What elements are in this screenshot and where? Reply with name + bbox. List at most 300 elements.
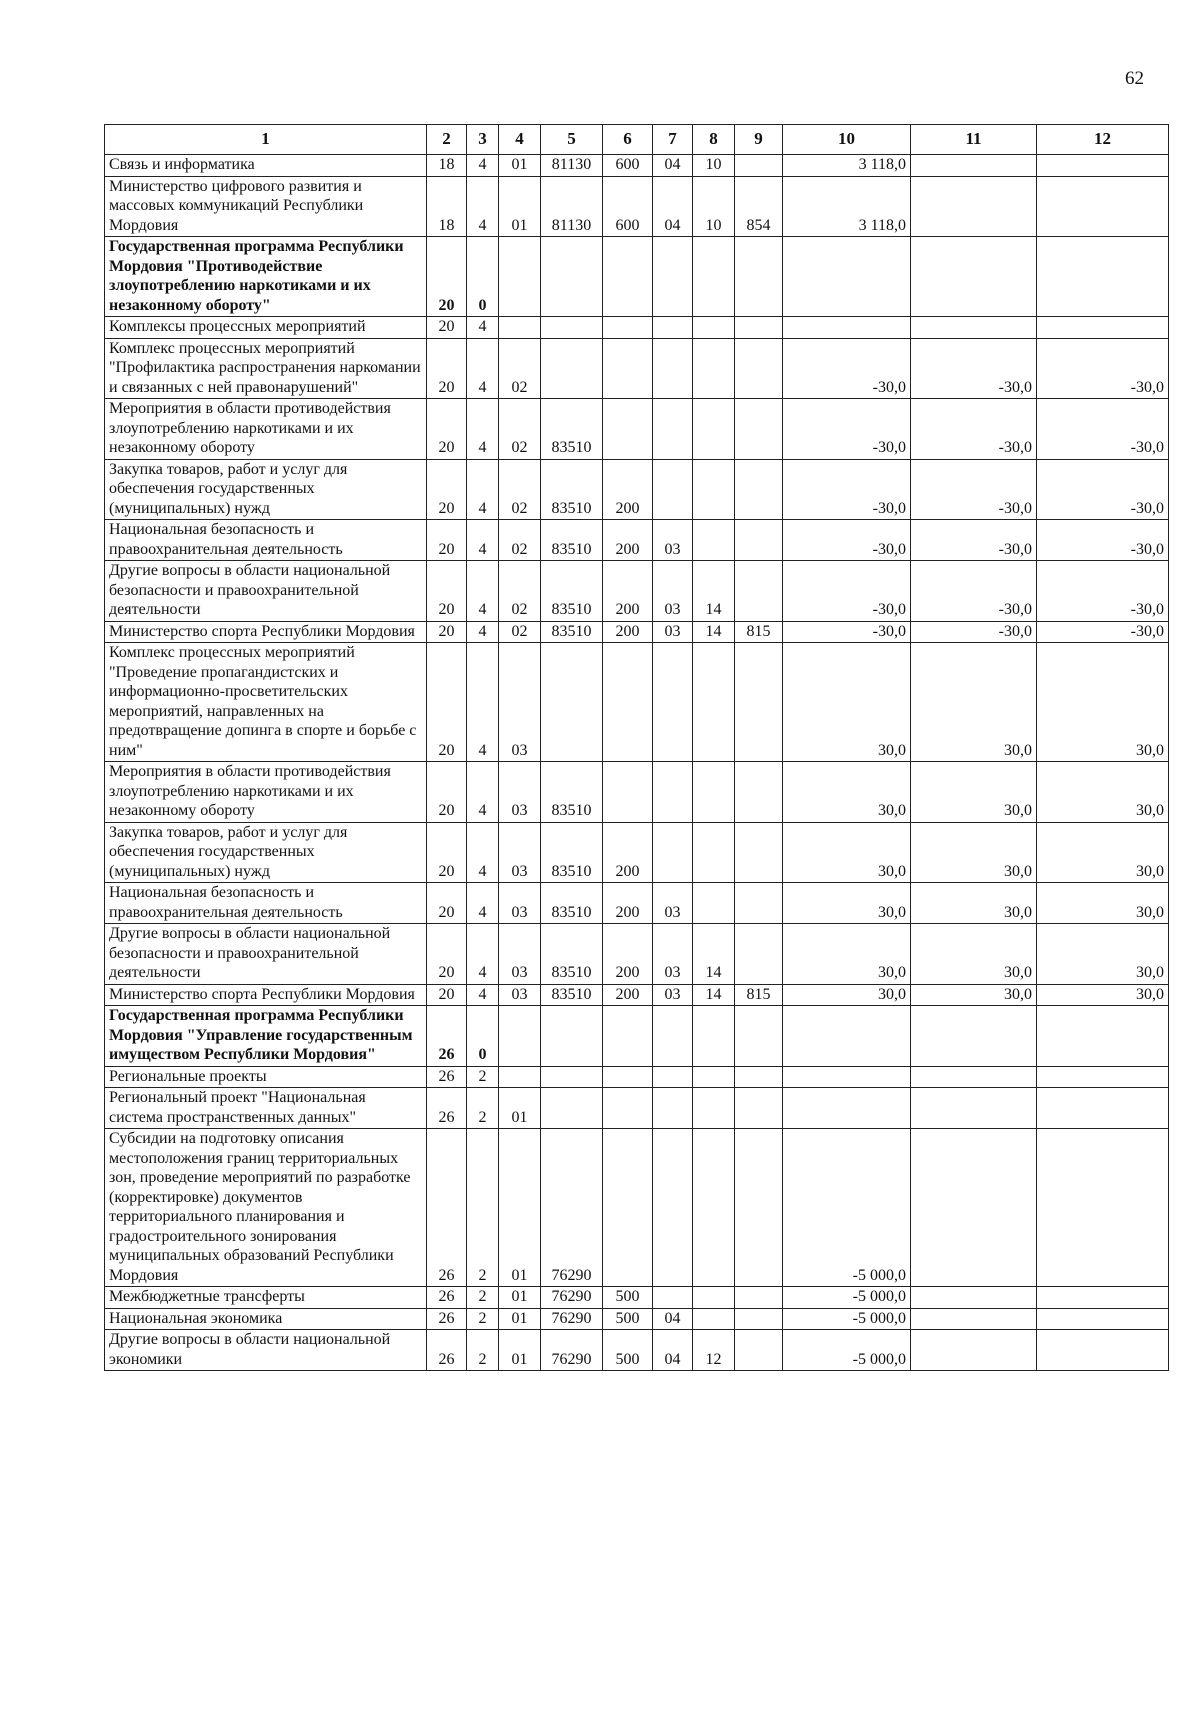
code-cell: 26 xyxy=(427,1066,467,1088)
amount-cell: -30,0 xyxy=(1037,520,1169,561)
code-cell xyxy=(693,883,735,924)
table-row xyxy=(105,1088,1169,1129)
code-cell: 815 xyxy=(735,621,783,643)
code-cell: 4 xyxy=(467,924,499,985)
amount-cell: -30,0 xyxy=(1037,338,1169,399)
row-label: Национальная безопасность и правоохранительная деятельность xyxy=(105,520,427,561)
code-cell: 815 xyxy=(735,984,783,1006)
code-cell xyxy=(541,317,603,339)
amount-cell: -5 000,0 xyxy=(783,1287,911,1309)
code-cell: 03 xyxy=(499,762,541,823)
code-cell xyxy=(603,1066,653,1088)
code-cell xyxy=(499,1066,541,1088)
column-header: 6 xyxy=(603,125,653,155)
code-cell xyxy=(735,237,783,317)
code-cell: 20 xyxy=(427,338,467,399)
code-cell: 83510 xyxy=(541,399,603,460)
code-cell: 200 xyxy=(603,459,653,520)
code-cell xyxy=(603,1088,653,1129)
code-cell: 26 xyxy=(427,1088,467,1129)
code-cell xyxy=(693,459,735,520)
code-cell: 12 xyxy=(693,1330,735,1371)
amount-cell xyxy=(783,1066,911,1088)
column-header: 8 xyxy=(693,125,735,155)
code-cell: 14 xyxy=(693,621,735,643)
code-cell: 18 xyxy=(427,176,467,237)
code-cell xyxy=(693,1287,735,1309)
table-row xyxy=(105,883,1169,924)
table-row xyxy=(105,520,1169,561)
code-cell xyxy=(735,1066,783,1088)
code-cell xyxy=(693,1088,735,1129)
code-cell: 4 xyxy=(467,762,499,823)
code-cell: 01 xyxy=(499,176,541,237)
amount-cell: -30,0 xyxy=(1037,459,1169,520)
code-cell xyxy=(653,1006,693,1067)
code-cell xyxy=(735,561,783,622)
code-cell: 18 xyxy=(427,155,467,177)
table-row xyxy=(105,317,1169,339)
code-cell xyxy=(735,1330,783,1371)
code-cell xyxy=(693,399,735,460)
code-cell: 14 xyxy=(693,561,735,622)
row-label: Связь и информатика xyxy=(105,155,427,177)
amount-cell xyxy=(783,1006,911,1067)
code-cell xyxy=(735,822,783,883)
table-row xyxy=(105,1330,1169,1371)
code-cell: 14 xyxy=(693,924,735,985)
code-cell xyxy=(735,155,783,177)
row-label: Другие вопросы в области национальной безопасности и правоохранительной деятельности xyxy=(105,561,427,622)
code-cell: 01 xyxy=(499,1330,541,1371)
code-cell: 02 xyxy=(499,561,541,622)
code-cell: 02 xyxy=(499,621,541,643)
column-header: 4 xyxy=(499,125,541,155)
code-cell: 20 xyxy=(427,561,467,622)
table-row xyxy=(105,984,1169,1006)
code-cell xyxy=(735,643,783,762)
code-cell: 2 xyxy=(467,1330,499,1371)
code-cell: 01 xyxy=(499,1308,541,1330)
row-label: Национальная безопасность и правоохранительная деятельность xyxy=(105,883,427,924)
code-cell xyxy=(603,338,653,399)
budget-table xyxy=(104,124,1169,1371)
code-cell xyxy=(653,1287,693,1309)
amount-cell: 30,0 xyxy=(783,924,911,985)
code-cell: 4 xyxy=(467,155,499,177)
amount-cell: -30,0 xyxy=(911,338,1037,399)
code-cell xyxy=(735,520,783,561)
code-cell: 03 xyxy=(653,621,693,643)
code-cell: 500 xyxy=(603,1287,653,1309)
code-cell: 600 xyxy=(603,155,653,177)
amount-cell: -30,0 xyxy=(1037,621,1169,643)
code-cell: 04 xyxy=(653,155,693,177)
code-cell xyxy=(499,237,541,317)
table-row xyxy=(105,643,1169,762)
amount-cell: 30,0 xyxy=(911,762,1037,823)
amount-cell: -30,0 xyxy=(783,338,911,399)
table-row xyxy=(105,399,1169,460)
amount-cell xyxy=(783,237,911,317)
code-cell: 03 xyxy=(653,520,693,561)
table-row xyxy=(105,338,1169,399)
row-label: Министерство спорта Республики Мордовия xyxy=(105,621,427,643)
code-cell xyxy=(693,1308,735,1330)
code-cell xyxy=(653,1066,693,1088)
amount-cell: 3 118,0 xyxy=(783,176,911,237)
code-cell: 10 xyxy=(693,176,735,237)
code-cell: 4 xyxy=(467,883,499,924)
amount-cell: -30,0 xyxy=(911,561,1037,622)
amount-cell: 30,0 xyxy=(1037,643,1169,762)
amount-cell xyxy=(1037,176,1169,237)
code-cell: 81130 xyxy=(541,155,603,177)
code-cell: 20 xyxy=(427,317,467,339)
column-header: 7 xyxy=(653,125,693,155)
code-cell: 0 xyxy=(467,237,499,317)
table-row xyxy=(105,822,1169,883)
code-cell xyxy=(603,1006,653,1067)
code-cell: 03 xyxy=(499,883,541,924)
amount-cell: 30,0 xyxy=(1037,984,1169,1006)
code-cell: 20 xyxy=(427,762,467,823)
column-header: 12 xyxy=(1037,125,1169,155)
code-cell xyxy=(541,1088,603,1129)
row-label: Национальная экономика xyxy=(105,1308,427,1330)
row-label: Региональный проект "Национальная система пространственных данных" xyxy=(105,1088,427,1129)
code-cell xyxy=(653,762,693,823)
code-cell xyxy=(499,317,541,339)
row-label: Комплексы процессных мероприятий xyxy=(105,317,427,339)
amount-cell xyxy=(1037,1308,1169,1330)
code-cell: 2 xyxy=(467,1066,499,1088)
column-header: 1 xyxy=(105,125,427,155)
amount-cell xyxy=(1037,155,1169,177)
code-cell: 01 xyxy=(499,1129,541,1287)
code-cell xyxy=(653,643,693,762)
code-cell: 81130 xyxy=(541,176,603,237)
page-number: 62 xyxy=(1125,68,1144,89)
amount-cell: -30,0 xyxy=(783,459,911,520)
amount-cell: 30,0 xyxy=(1037,762,1169,823)
code-cell: 03 xyxy=(499,984,541,1006)
code-cell: 10 xyxy=(693,155,735,177)
code-cell: 20 xyxy=(427,459,467,520)
row-label: Межбюджетные трансферты xyxy=(105,1287,427,1309)
column-header: 3 xyxy=(467,125,499,155)
amount-cell xyxy=(1037,1006,1169,1067)
amount-cell xyxy=(911,1006,1037,1067)
code-cell: 200 xyxy=(603,561,653,622)
row-label: Государственная программа Республики Мордовия "Противодействие злоупотреблению наркотиками и их незаконному обороту" xyxy=(105,237,427,317)
row-label: Региональные проекты xyxy=(105,1066,427,1088)
amount-cell: 3 118,0 xyxy=(783,155,911,177)
code-cell xyxy=(735,1287,783,1309)
code-cell: 20 xyxy=(427,520,467,561)
table-row xyxy=(105,1308,1169,1330)
code-cell: 26 xyxy=(427,1129,467,1287)
code-cell xyxy=(693,1066,735,1088)
amount-cell xyxy=(911,237,1037,317)
amount-cell: -30,0 xyxy=(783,399,911,460)
amount-cell xyxy=(911,1066,1037,1088)
amount-cell: 30,0 xyxy=(911,984,1037,1006)
table-row xyxy=(105,1006,1169,1067)
code-cell xyxy=(653,237,693,317)
code-cell: 03 xyxy=(499,822,541,883)
code-cell: 02 xyxy=(499,338,541,399)
code-cell: 83510 xyxy=(541,822,603,883)
code-cell: 04 xyxy=(653,1308,693,1330)
amount-cell: -5 000,0 xyxy=(783,1330,911,1371)
code-cell xyxy=(541,643,603,762)
code-cell: 26 xyxy=(427,1308,467,1330)
amount-cell: -30,0 xyxy=(783,561,911,622)
code-cell xyxy=(735,338,783,399)
code-cell: 26 xyxy=(427,1006,467,1067)
code-cell: 200 xyxy=(603,520,653,561)
code-cell: 20 xyxy=(427,984,467,1006)
amount-cell xyxy=(911,1308,1037,1330)
table-row xyxy=(105,924,1169,985)
row-label: Мероприятия в области противодействия злоупотреблению наркотиками и их незаконному обороту xyxy=(105,762,427,823)
amount-cell xyxy=(1037,237,1169,317)
amount-cell: -30,0 xyxy=(783,520,911,561)
amount-cell xyxy=(783,317,911,339)
code-cell: 4 xyxy=(467,643,499,762)
amount-cell: -30,0 xyxy=(783,621,911,643)
code-cell xyxy=(735,317,783,339)
amount-cell: 30,0 xyxy=(911,924,1037,985)
code-cell: 20 xyxy=(427,883,467,924)
code-cell xyxy=(735,459,783,520)
code-cell xyxy=(653,399,693,460)
code-cell xyxy=(693,1129,735,1287)
code-cell xyxy=(653,1129,693,1287)
code-cell: 83510 xyxy=(541,520,603,561)
code-cell: 600 xyxy=(603,176,653,237)
code-cell xyxy=(735,1308,783,1330)
amount-cell xyxy=(911,1330,1037,1371)
amount-cell xyxy=(1037,1088,1169,1129)
code-cell xyxy=(693,1006,735,1067)
code-cell xyxy=(541,1006,603,1067)
column-header: 2 xyxy=(427,125,467,155)
amount-cell xyxy=(783,1088,911,1129)
column-header: 9 xyxy=(735,125,783,155)
amount-cell: -5 000,0 xyxy=(783,1308,911,1330)
code-cell: 4 xyxy=(467,984,499,1006)
code-cell: 14 xyxy=(693,984,735,1006)
code-cell: 500 xyxy=(603,1308,653,1330)
code-cell xyxy=(653,459,693,520)
amount-cell: -30,0 xyxy=(911,520,1037,561)
code-cell: 4 xyxy=(467,317,499,339)
code-cell: 83510 xyxy=(541,762,603,823)
code-cell: 83510 xyxy=(541,459,603,520)
code-cell: 2 xyxy=(467,1129,499,1287)
amount-cell xyxy=(911,1287,1037,1309)
amount-cell xyxy=(911,1129,1037,1287)
code-cell: 02 xyxy=(499,399,541,460)
code-cell: 03 xyxy=(499,924,541,985)
amount-cell xyxy=(911,155,1037,177)
code-cell xyxy=(653,317,693,339)
code-cell xyxy=(735,883,783,924)
table-row xyxy=(105,176,1169,237)
amount-cell xyxy=(911,176,1037,237)
amount-cell: -30,0 xyxy=(1037,399,1169,460)
amount-cell: 30,0 xyxy=(783,822,911,883)
table-row xyxy=(105,1287,1169,1309)
code-cell: 20 xyxy=(427,822,467,883)
code-cell: 20 xyxy=(427,924,467,985)
code-cell: 854 xyxy=(735,176,783,237)
table-row xyxy=(105,237,1169,317)
code-cell: 20 xyxy=(427,643,467,762)
row-label: Субсидии на подготовку описания местоположения границ территориальных зон, проведение мероприятий по разработке (корректировке) документов территориального планирования и градостроительного зонирования муниципальных образований Республики Мордовия xyxy=(105,1129,427,1287)
code-cell: 2 xyxy=(467,1308,499,1330)
code-cell: 03 xyxy=(499,643,541,762)
amount-cell: 30,0 xyxy=(783,643,911,762)
code-cell: 20 xyxy=(427,237,467,317)
code-cell: 83510 xyxy=(541,621,603,643)
table-row xyxy=(105,762,1169,823)
code-cell xyxy=(603,643,653,762)
code-cell: 03 xyxy=(653,561,693,622)
code-cell xyxy=(735,1088,783,1129)
code-cell: 4 xyxy=(467,561,499,622)
code-cell xyxy=(693,762,735,823)
table-row xyxy=(105,155,1169,177)
table-row xyxy=(105,1129,1169,1287)
code-cell xyxy=(541,338,603,399)
code-cell: 02 xyxy=(499,520,541,561)
code-cell: 4 xyxy=(467,459,499,520)
amount-cell: 30,0 xyxy=(911,822,1037,883)
code-cell: 200 xyxy=(603,984,653,1006)
code-cell xyxy=(603,1129,653,1287)
code-cell: 83510 xyxy=(541,984,603,1006)
row-label: Министерство цифрового развития и массовых коммуникаций Республики Мордовия xyxy=(105,176,427,237)
code-cell: 83510 xyxy=(541,883,603,924)
code-cell: 200 xyxy=(603,822,653,883)
amount-cell xyxy=(911,1088,1037,1129)
amount-cell: 30,0 xyxy=(1037,883,1169,924)
table-row xyxy=(105,621,1169,643)
code-cell: 2 xyxy=(467,1287,499,1309)
row-label: Другие вопросы в области национальной безопасности и правоохранительной деятельности xyxy=(105,924,427,985)
code-cell: 76290 xyxy=(541,1330,603,1371)
code-cell xyxy=(653,822,693,883)
row-label: Комплекс процессных мероприятий "Профилактика распространения наркомании и связанных с ней правонарушений" xyxy=(105,338,427,399)
code-cell xyxy=(735,1006,783,1067)
header-row xyxy=(105,125,1169,155)
code-cell: 76290 xyxy=(541,1308,603,1330)
code-cell: 2 xyxy=(467,1088,499,1129)
table-body xyxy=(105,155,1169,1371)
table-row xyxy=(105,459,1169,520)
code-cell xyxy=(603,399,653,460)
code-cell xyxy=(693,237,735,317)
amount-cell xyxy=(1037,1330,1169,1371)
code-cell xyxy=(541,1066,603,1088)
code-cell xyxy=(693,822,735,883)
code-cell: 76290 xyxy=(541,1129,603,1287)
code-cell: 01 xyxy=(499,155,541,177)
code-cell: 20 xyxy=(427,399,467,460)
code-cell: 20 xyxy=(427,621,467,643)
row-label: Комплекс процессных мероприятий "Проведение пропагандистских и информационно-просветительских мероприятий, направленных на предотвращение допинга в спорте и борьбе с ним" xyxy=(105,643,427,762)
code-cell: 26 xyxy=(427,1287,467,1309)
code-cell xyxy=(693,643,735,762)
code-cell xyxy=(603,237,653,317)
table-row xyxy=(105,1066,1169,1088)
code-cell: 4 xyxy=(467,338,499,399)
amount-cell xyxy=(911,317,1037,339)
amount-cell: -30,0 xyxy=(911,399,1037,460)
row-label: Мероприятия в области противодействия злоупотреблению наркотиками и их незаконному обороту xyxy=(105,399,427,460)
table-row xyxy=(105,561,1169,622)
amount-cell: 30,0 xyxy=(1037,924,1169,985)
amount-cell: -5 000,0 xyxy=(783,1129,911,1287)
amount-cell: 30,0 xyxy=(911,883,1037,924)
code-cell: 200 xyxy=(603,883,653,924)
row-label: Другие вопросы в области национальной экономики xyxy=(105,1330,427,1371)
amount-cell: 30,0 xyxy=(911,643,1037,762)
code-cell: 4 xyxy=(467,520,499,561)
code-cell xyxy=(541,237,603,317)
code-cell: 83510 xyxy=(541,561,603,622)
code-cell xyxy=(735,1129,783,1287)
code-cell xyxy=(603,762,653,823)
code-cell: 83510 xyxy=(541,924,603,985)
code-cell: 4 xyxy=(467,399,499,460)
code-cell: 200 xyxy=(603,621,653,643)
row-label: Закупка товаров, работ и услуг для обеспечения государственных (муниципальных) нужд xyxy=(105,459,427,520)
code-cell: 01 xyxy=(499,1088,541,1129)
code-cell: 4 xyxy=(467,621,499,643)
amount-cell: 30,0 xyxy=(783,762,911,823)
column-header: 11 xyxy=(911,125,1037,155)
amount-cell: -30,0 xyxy=(911,621,1037,643)
code-cell xyxy=(693,338,735,399)
code-cell xyxy=(499,1006,541,1067)
code-cell xyxy=(603,317,653,339)
code-cell xyxy=(653,338,693,399)
code-cell: 500 xyxy=(603,1330,653,1371)
code-cell xyxy=(653,1088,693,1129)
amount-cell xyxy=(1037,1129,1169,1287)
code-cell: 02 xyxy=(499,459,541,520)
code-cell: 4 xyxy=(467,176,499,237)
row-label: Министерство спорта Республики Мордовия xyxy=(105,984,427,1006)
amount-cell: 30,0 xyxy=(783,883,911,924)
code-cell xyxy=(735,924,783,985)
amount-cell xyxy=(1037,317,1169,339)
column-header: 10 xyxy=(783,125,911,155)
code-cell xyxy=(693,520,735,561)
code-cell: 04 xyxy=(653,176,693,237)
code-cell: 200 xyxy=(603,924,653,985)
column-header: 5 xyxy=(541,125,603,155)
code-cell: 03 xyxy=(653,984,693,1006)
amount-cell: -30,0 xyxy=(911,459,1037,520)
code-cell: 26 xyxy=(427,1330,467,1371)
code-cell: 04 xyxy=(653,1330,693,1371)
code-cell: 03 xyxy=(653,883,693,924)
